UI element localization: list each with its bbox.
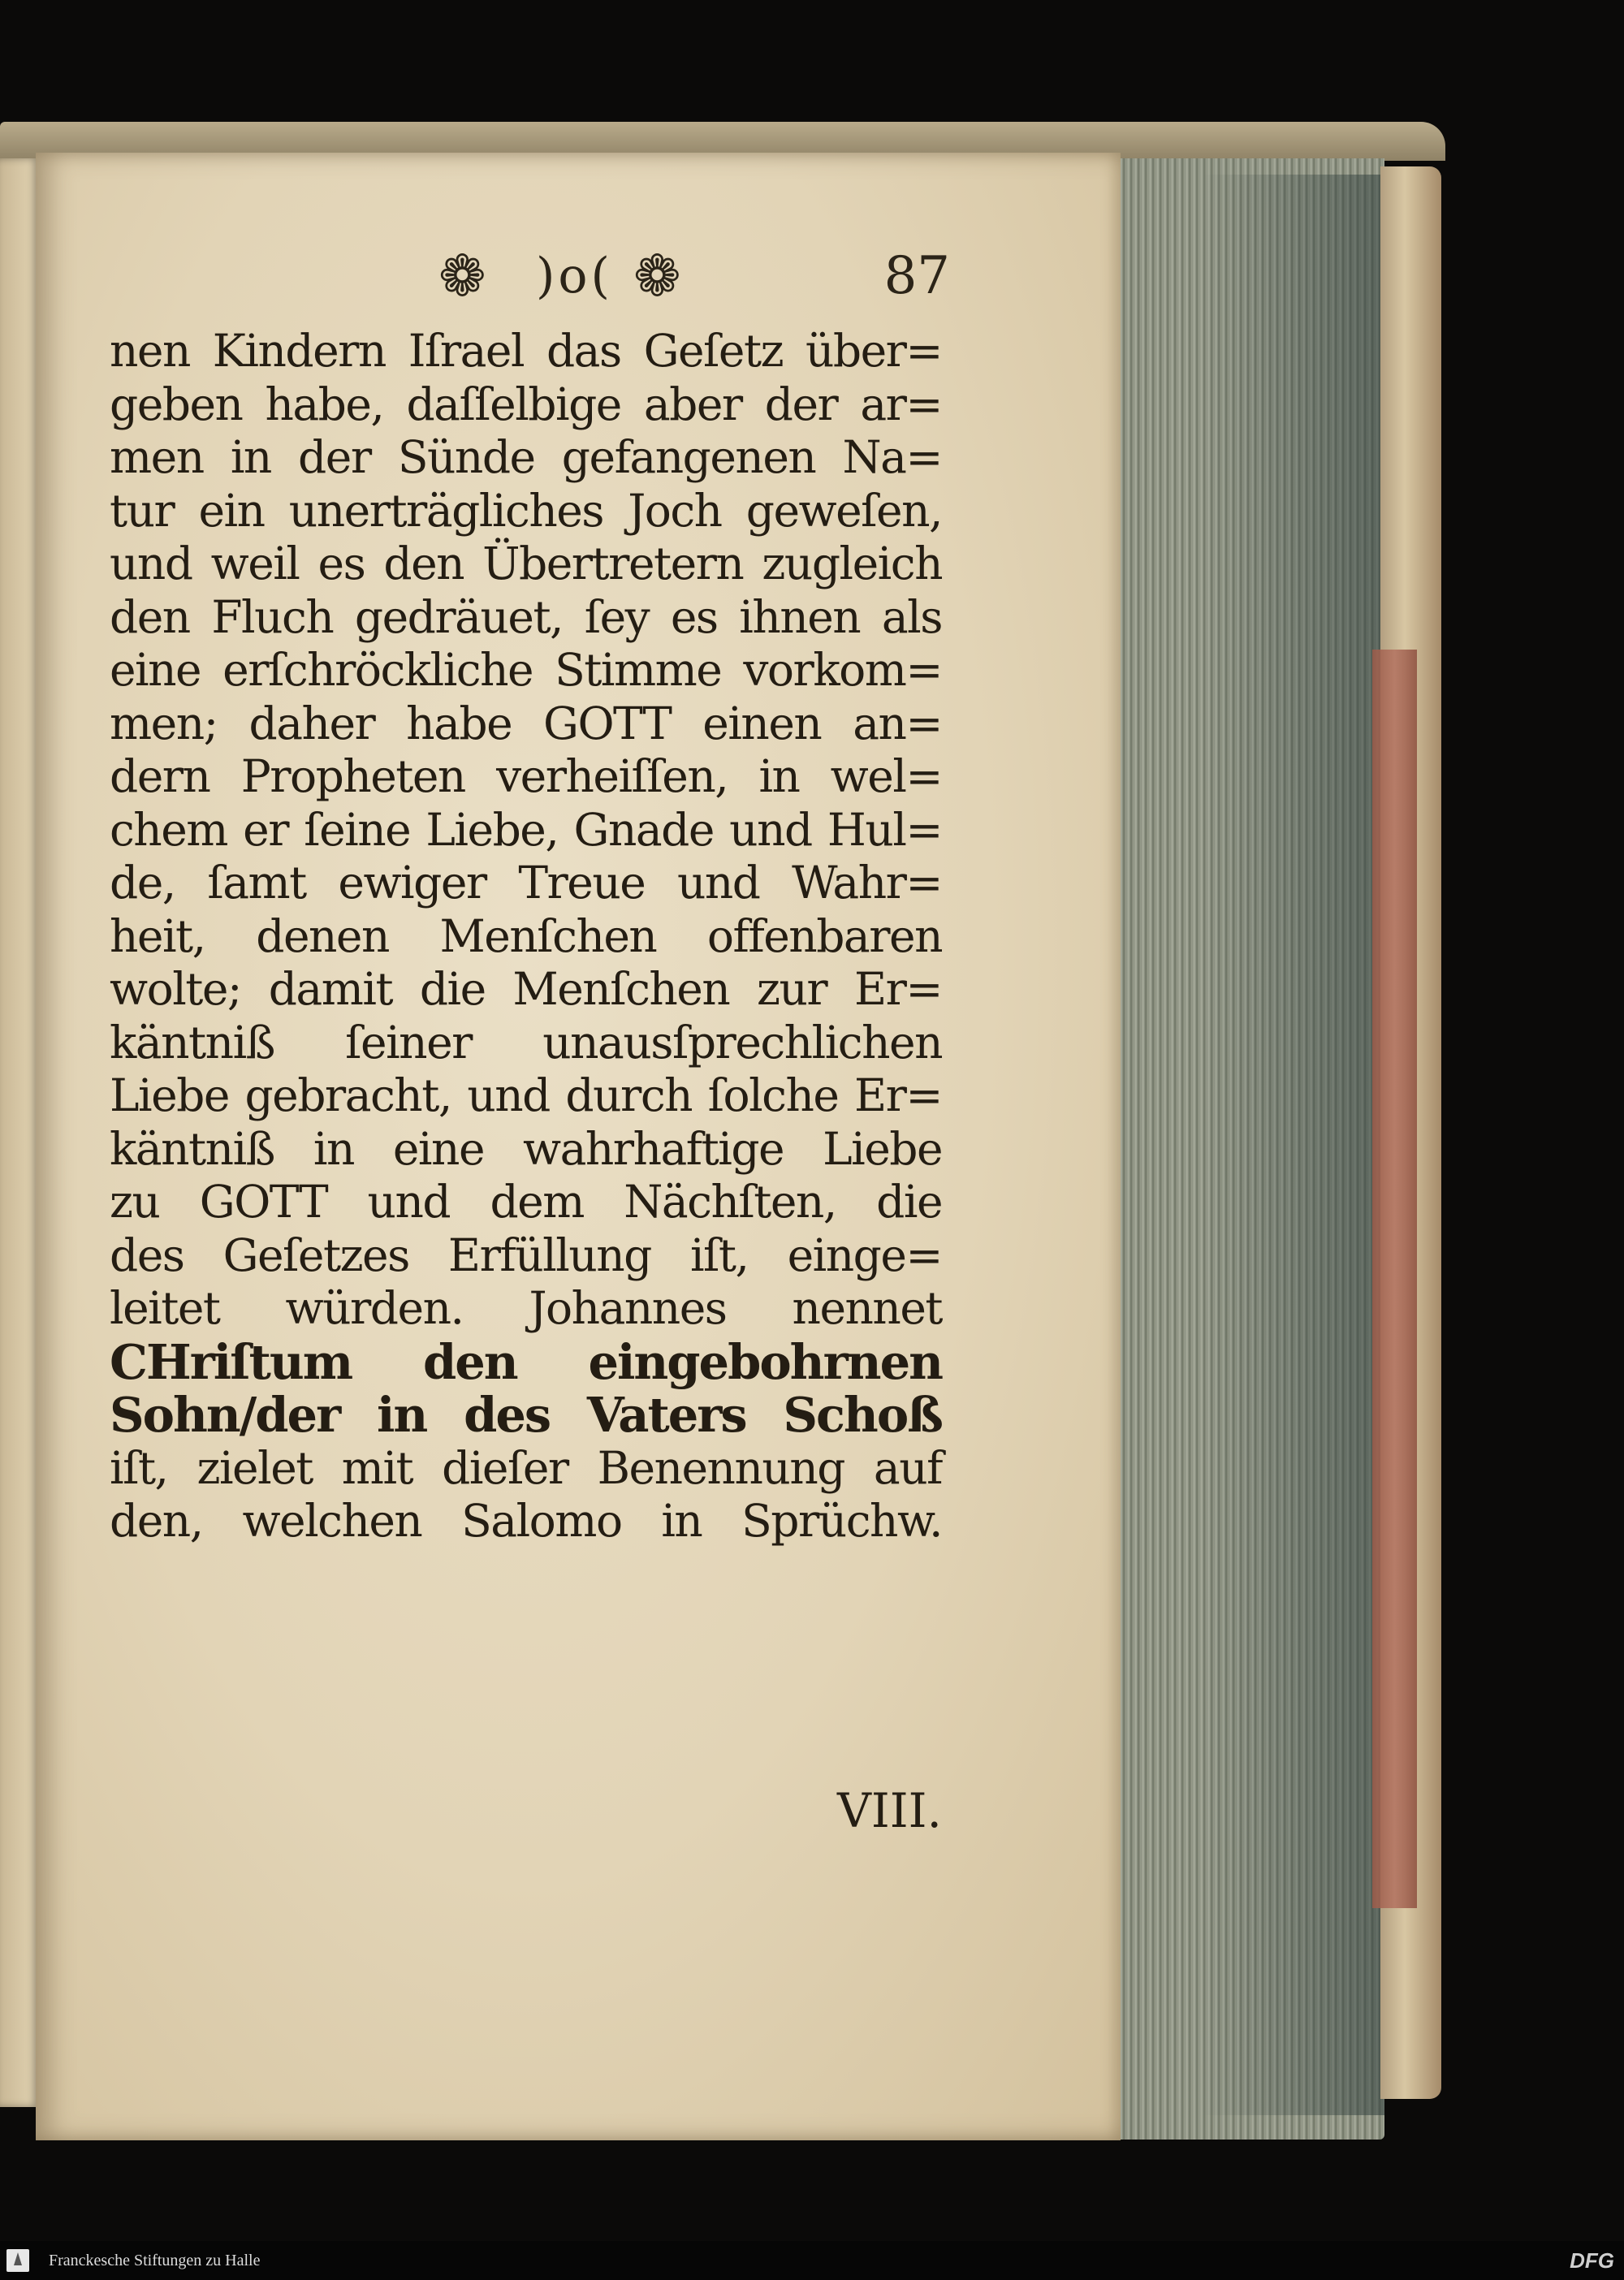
text-line: dern Propheten verheiſſen, in wel= [110,750,942,802]
text-line: heit, denen Menſchen offenbaren [110,909,942,962]
ornament-right-icon: ❁ [633,243,681,309]
page-body-text [110,325,942,1548]
facing-page-edge [0,158,39,2107]
catchword: VIII. [836,1783,942,1838]
text-line-emphasis: CHriſtum den eingebohrnen [110,1333,942,1390]
page-header [430,244,950,317]
ornament-left-icon: ❁ [438,243,486,309]
text-line: iſt, zielet mit dieſer Benennung auf [110,1441,942,1494]
page-edges-shade [1202,175,1384,2115]
text-line: nen Kindern Iſrael das Geſetz über= [110,325,942,377]
text-line: den, welchen Salomo in Sprüchw. [110,1495,942,1547]
header-mark: )o( [536,248,613,304]
institution-logo-icon [6,2249,29,2272]
text-line: käntniß in eine wahrhaftige Liebe [110,1122,942,1175]
text-line: geben habe, daſſelbige aber der ar= [110,378,942,430]
text-line: men; daher habe GOTT einen an= [110,697,942,749]
text-line: des Geſetzes Erfüllung iſt, einge= [110,1229,942,1281]
text-line: leitet würden. Johannes nennet [110,1282,942,1334]
text-line: tur ein unerträgliches Joch geweſen, [110,484,942,537]
text-line: käntniß ſeiner unausſprechlichen [110,1016,942,1069]
text-line: chem er ſeine Liebe, Gnade und Hul= [110,803,942,856]
spine-binding [1372,650,1417,1908]
text-line: men in der Sünde gefangenen Na= [110,431,942,483]
institution-name: Franckesche Stiftungen zu Halle [49,2252,261,2269]
text-line: den Fluch gedräuet, ſey es ihnen als [110,590,942,643]
text-line: zu GOTT und dem Nächſten, die [110,1176,942,1228]
dfg-logo: DFG [1570,2248,1614,2273]
viewer-footer [0,2241,1624,2280]
text-line: eine erſchröckliche Stimme vorkom= [110,644,942,696]
text-line: und weil es den Übertretern zugleich [110,538,942,589]
page-number: 87 [883,246,950,306]
text-line: Liebe gebracht, und durch ſolche Er= [110,1069,942,1121]
text-line: wolte; damit die Menſchen zur Er= [110,963,942,1015]
text-line-emphasis: Sohn/der in des Vaters Schoß [110,1387,942,1443]
text-line: de, ſamt ewiger Treue und Wahr= [110,857,942,909]
